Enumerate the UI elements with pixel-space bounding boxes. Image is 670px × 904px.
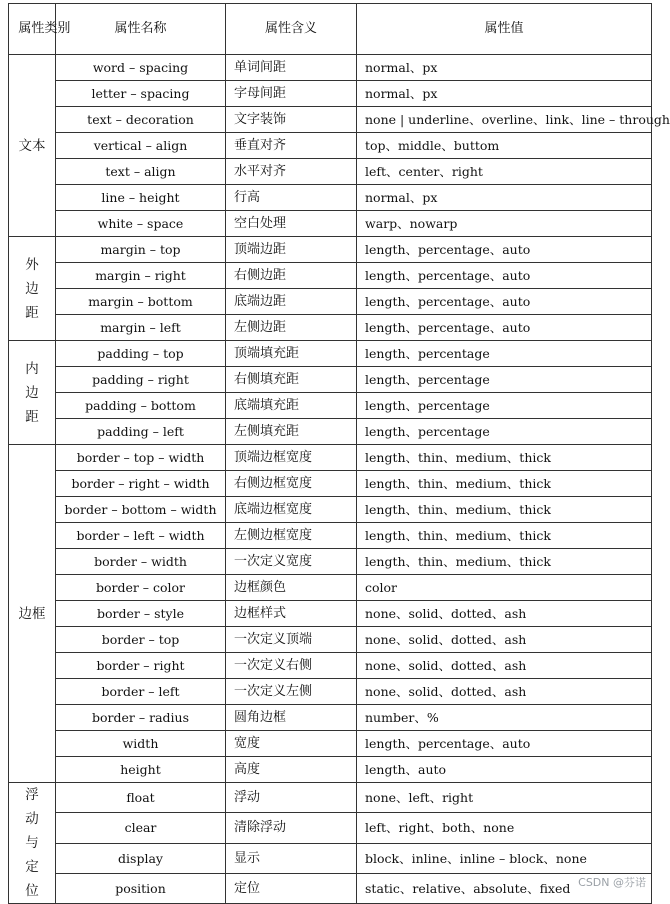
table-row (9, 55, 652, 81)
property-name-cell: padding – top (56, 341, 226, 367)
property-meaning-cell: 单词间距 (226, 55, 357, 81)
property-name-cell: padding – bottom (56, 393, 226, 419)
property-name-cell: border – left – width (56, 523, 226, 549)
table-row (9, 575, 652, 601)
property-name-cell: word – spacing (56, 55, 226, 81)
category-label: 边框 (18, 605, 46, 622)
property-meaning-cell: 顶端边框宽度 (226, 445, 357, 471)
table-row (9, 757, 652, 783)
property-meaning-cell: 底端边框宽度 (226, 497, 357, 523)
property-name-cell: border – right (56, 653, 226, 679)
category-cell (9, 55, 56, 237)
table-row (9, 367, 652, 393)
table-row (9, 705, 652, 731)
property-value-cell: length、percentage、auto (357, 263, 652, 289)
property-meaning-cell: 行高 (226, 185, 357, 211)
css-properties-table-container (8, 3, 670, 904)
property-name-cell: margin – right (56, 263, 226, 289)
property-meaning-cell: 圆角边框 (226, 705, 357, 731)
table-row (9, 523, 652, 549)
property-name-cell: letter – spacing (56, 81, 226, 107)
property-value-cell: length、percentage (357, 341, 652, 367)
table-row (9, 81, 652, 107)
property-meaning-cell: 一次定义顶端 (226, 627, 357, 653)
property-name-cell: margin – bottom (56, 289, 226, 315)
css-properties-table (8, 3, 670, 904)
property-value-cell: number、% (357, 705, 652, 731)
property-value-cell: normal、px (357, 81, 652, 107)
property-name-cell: padding – right (56, 367, 226, 393)
property-value-cell: length、percentage (357, 393, 652, 419)
category-label: 外边距 (25, 256, 39, 321)
header-name: 属性名称 (56, 4, 226, 55)
property-meaning-cell: 边框样式 (226, 601, 357, 627)
property-value-cell: color (357, 575, 652, 601)
property-name-cell: margin – top (56, 237, 226, 263)
table-row (9, 813, 652, 843)
header-meaning: 属性含义 (226, 4, 357, 55)
property-meaning-cell: 右侧边框宽度 (226, 471, 357, 497)
table-body (9, 55, 670, 904)
property-value-cell: length、percentage、auto (357, 731, 652, 757)
property-name-cell: border – top – width (56, 445, 226, 471)
property-value-cell: length、auto (357, 757, 652, 783)
property-meaning-cell: 水平对齐 (226, 159, 357, 185)
property-value-cell: none、solid、dotted、ash (357, 627, 652, 653)
property-value-cell: length、percentage、auto (357, 289, 652, 315)
property-value-cell: none、solid、dotted、ash (357, 653, 652, 679)
table-row (9, 211, 652, 237)
property-value-cell: left、center、right (357, 159, 652, 185)
table-row (9, 679, 652, 705)
property-name-cell: vertical – align (56, 133, 226, 159)
property-meaning-cell: 底端边距 (226, 289, 357, 315)
property-value-cell: left、right、both、none (357, 813, 652, 843)
property-name-cell: height (56, 757, 226, 783)
category-label: 内边距 (25, 360, 39, 425)
property-name-cell: width (56, 731, 226, 757)
property-value-cell: length、thin、medium、thick (357, 523, 652, 549)
property-meaning-cell: 高度 (226, 757, 357, 783)
property-name-cell: border – color (56, 575, 226, 601)
property-name-cell: border – style (56, 601, 226, 627)
property-meaning-cell: 清除浮动 (226, 813, 357, 843)
property-meaning-cell: 浮动 (226, 783, 357, 813)
table-row (9, 237, 652, 263)
property-value-cell: length、thin、medium、thick (357, 445, 652, 471)
category-cell (9, 341, 56, 445)
table-row (9, 185, 652, 211)
table-row (9, 133, 652, 159)
property-meaning-cell: 垂直对齐 (226, 133, 357, 159)
table-row (9, 445, 652, 471)
table-row (9, 419, 652, 445)
property-meaning-cell: 一次定义右侧 (226, 653, 357, 679)
property-name-cell: clear (56, 813, 226, 843)
category-label: 浮动与定位 (25, 787, 39, 899)
property-value-cell: top、middle、buttom (357, 133, 652, 159)
category-cell (9, 445, 56, 783)
property-value-cell: length、thin、medium、thick (357, 549, 652, 575)
header-row (9, 4, 652, 55)
property-value-cell: none、solid、dotted、ash (357, 601, 652, 627)
table-row (9, 873, 652, 903)
property-name-cell: position (56, 873, 226, 903)
table-row (9, 653, 652, 679)
property-meaning-cell: 文字装饰 (226, 107, 357, 133)
table-row (9, 289, 652, 315)
property-value-cell: normal、px (357, 185, 652, 211)
property-value-cell: length、thin、medium、thick (357, 471, 652, 497)
table-row (9, 731, 652, 757)
header-category-label: 属性类别 (18, 21, 71, 36)
property-meaning-cell: 左侧填充距 (226, 419, 357, 445)
property-name-cell: text – decoration (56, 107, 226, 133)
property-meaning-cell: 顶端填充距 (226, 341, 357, 367)
property-meaning-cell: 空白处理 (226, 211, 357, 237)
property-value-cell: block、inline、inline – block、none (357, 843, 652, 873)
property-value-cell: length、percentage (357, 419, 652, 445)
property-name-cell: text – align (56, 159, 226, 185)
category-label: 文本 (18, 137, 46, 154)
property-name-cell: border – top (56, 627, 226, 653)
property-meaning-cell: 左侧边距 (226, 315, 357, 341)
category-cell (9, 237, 56, 341)
property-meaning-cell: 显示 (226, 843, 357, 873)
property-meaning-cell: 一次定义宽度 (226, 549, 357, 575)
property-meaning-cell: 左侧边框宽度 (226, 523, 357, 549)
property-meaning-cell: 字母间距 (226, 81, 357, 107)
property-name-cell: display (56, 843, 226, 873)
table-row (9, 315, 652, 341)
property-meaning-cell: 宽度 (226, 731, 357, 757)
property-name-cell: border – left (56, 679, 226, 705)
property-meaning-cell: 顶端边距 (226, 237, 357, 263)
table-row (9, 627, 652, 653)
property-name-cell: border – radius (56, 705, 226, 731)
property-meaning-cell: 底端填充距 (226, 393, 357, 419)
property-name-cell: padding – left (56, 419, 226, 445)
property-value-cell: none | underline、overline、link、line – through (357, 107, 652, 133)
table-row (9, 783, 652, 813)
property-name-cell: margin – left (56, 315, 226, 341)
table-row (9, 601, 652, 627)
table-row (9, 341, 652, 367)
property-value-cell: length、thin、medium、thick (357, 497, 652, 523)
property-name-cell: white – space (56, 211, 226, 237)
property-meaning-cell: 边框颜色 (226, 575, 357, 601)
property-name-cell: border – width (56, 549, 226, 575)
table-row (9, 393, 652, 419)
property-value-cell: length、percentage (357, 367, 652, 393)
property-value-cell: normal、px (357, 55, 652, 81)
property-value-cell: length、percentage、auto (357, 315, 652, 341)
table-row (9, 159, 652, 185)
property-meaning-cell: 右侧填充距 (226, 367, 357, 393)
header-value: 属性值 (357, 4, 652, 55)
header-category (9, 4, 71, 55)
table-row (9, 549, 652, 575)
table-row (9, 497, 652, 523)
property-meaning-cell: 右侧边距 (226, 263, 357, 289)
property-meaning-cell: 一次定义左侧 (226, 679, 357, 705)
property-value-cell: static、relative、absolute、fixed (357, 873, 652, 903)
category-cell (9, 783, 56, 904)
property-value-cell: none、solid、dotted、ash (357, 679, 652, 705)
property-value-cell: length、percentage、auto (357, 237, 652, 263)
table-row (9, 843, 652, 873)
table-row (9, 471, 652, 497)
property-name-cell: line – height (56, 185, 226, 211)
watermark: CSDN @芬诺 (578, 876, 646, 889)
property-meaning-cell: 定位 (226, 873, 357, 903)
property-name-cell: border – right – width (56, 471, 226, 497)
property-name-cell: border – bottom – width (56, 497, 226, 523)
property-name-cell: float (56, 783, 226, 813)
property-value-cell: warp、nowarp (357, 211, 652, 237)
property-value-cell: none、left、right (357, 783, 652, 813)
table-row (9, 263, 652, 289)
table-row (9, 107, 652, 133)
table-header (9, 4, 652, 55)
